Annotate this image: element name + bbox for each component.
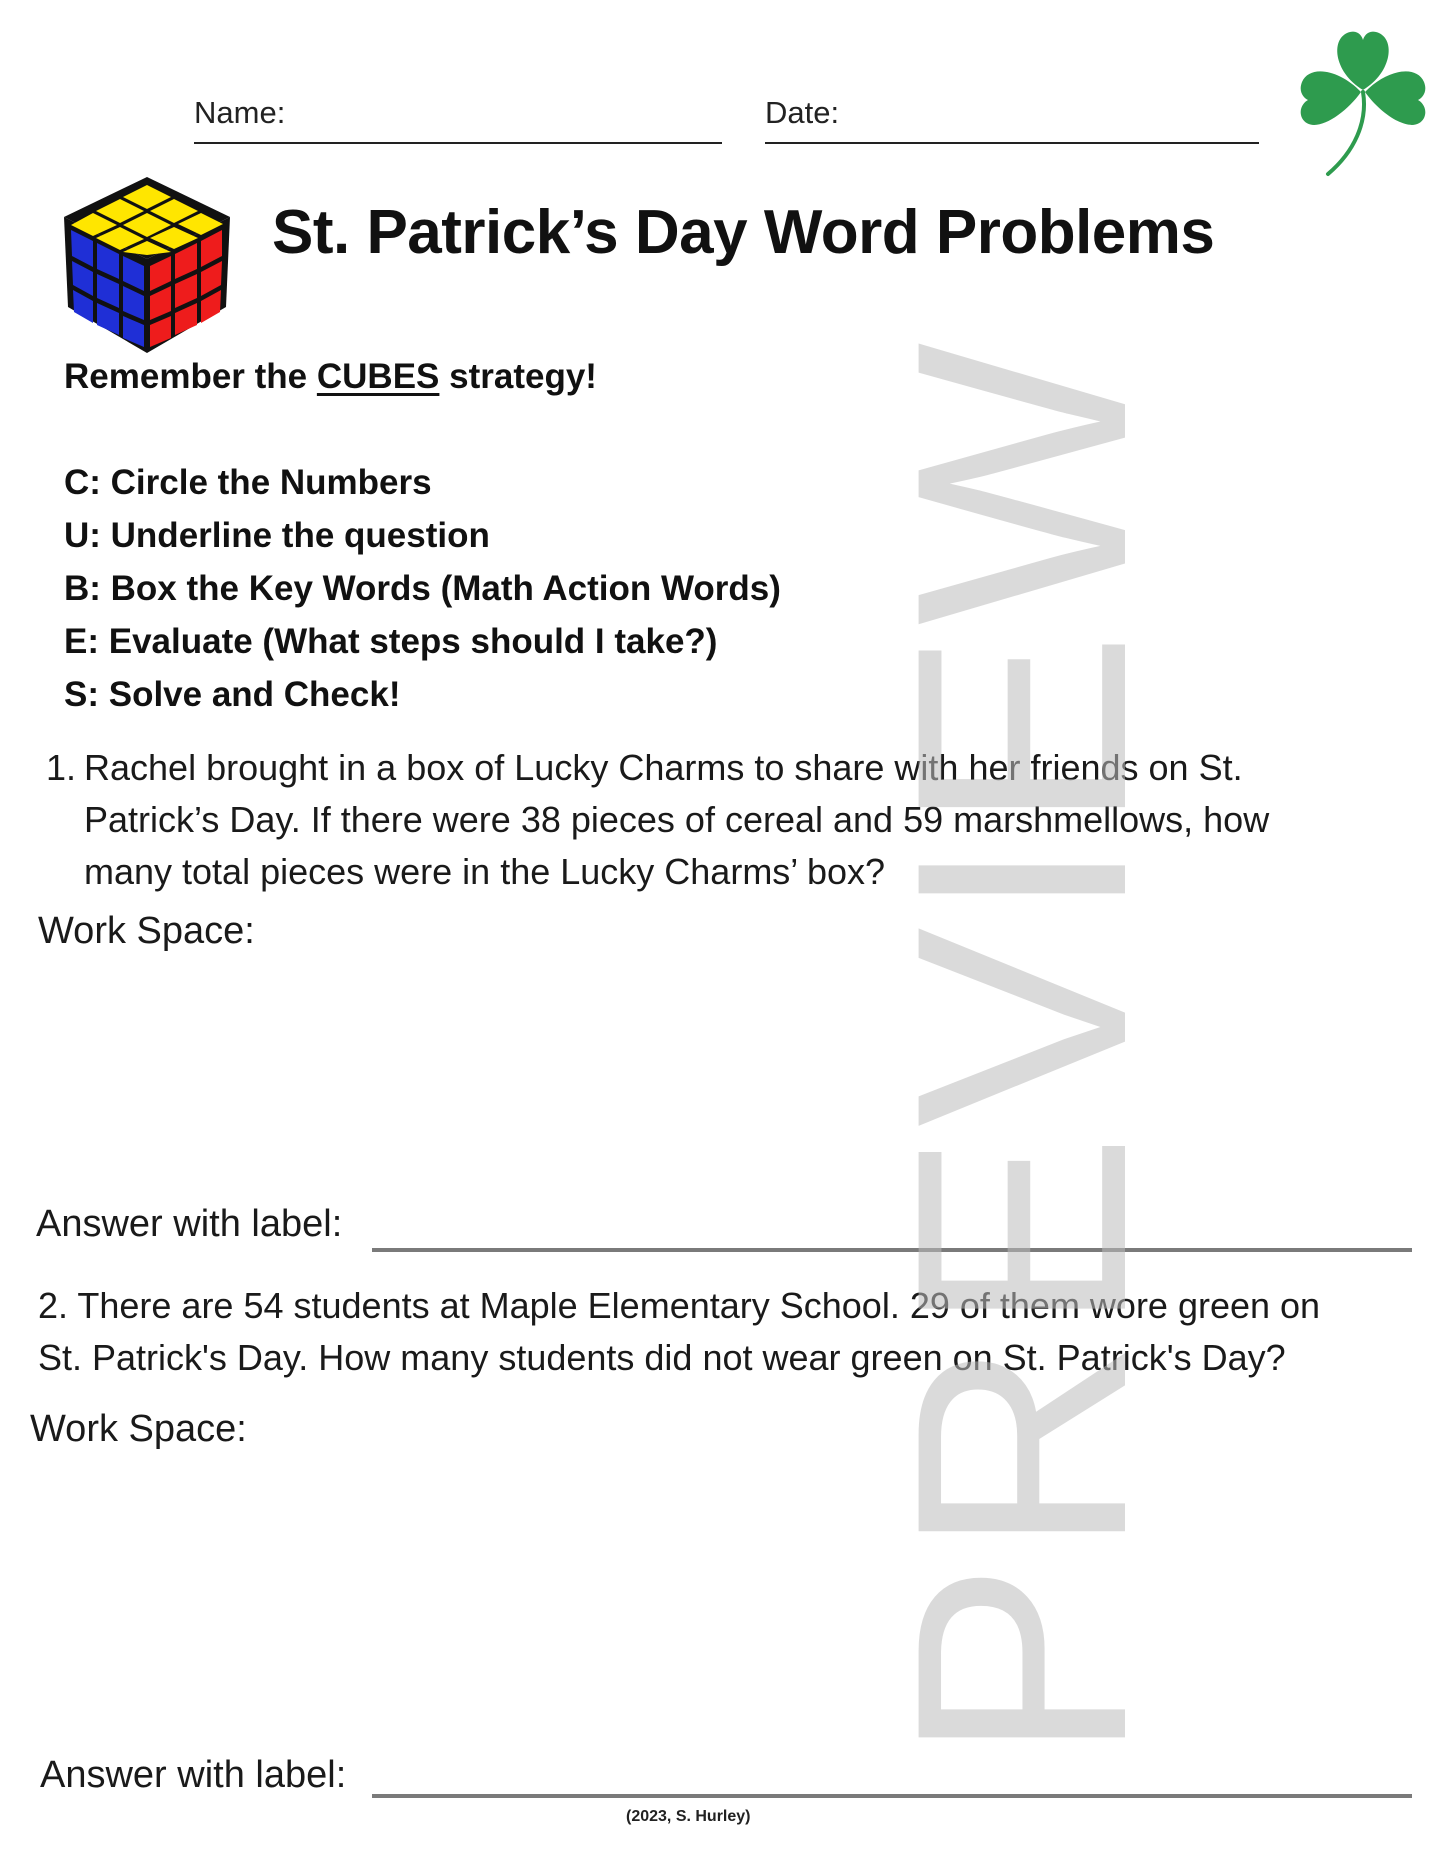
- problem-2-line: 2. There are 54 students at Maple Elementary School. 29 of them wore green on: [38, 1285, 1321, 1326]
- problem-1-answer-label: Answer with label:: [36, 1203, 343, 1245]
- strategy-step-b: B: Box the Key Words (Math Action Words): [64, 569, 781, 608]
- page-title: St. Patrick’s Day Word Problems: [272, 198, 1215, 267]
- date-label: Date:: [765, 95, 840, 130]
- name-label: Name:: [194, 95, 286, 130]
- problem-1-work-space-label: Work Space:: [38, 910, 255, 952]
- problem-2-answer-label: Answer with label:: [40, 1754, 347, 1796]
- problem-1-answer-line[interactable]: [372, 1248, 1412, 1252]
- problem-2-work-space-label: Work Space:: [30, 1408, 247, 1450]
- date-field[interactable]: [765, 142, 1259, 144]
- problem-2-text: [38, 1280, 1320, 1384]
- strategy-intro-before: Remember the: [64, 357, 317, 396]
- strategy-step-e: E: Evaluate (What steps should I take?): [64, 622, 718, 661]
- problem-1-line: Rachel brought in a box of Lucky Charms to share with her friends on St.: [84, 747, 1243, 788]
- strategy-keyword: CUBES: [316, 357, 440, 396]
- strategy-intro-after: strategy!: [439, 357, 597, 396]
- strategy-step-s: S: Solve and Check!: [64, 675, 401, 714]
- strategy-step-c: C: Circle the Numbers: [64, 463, 432, 502]
- rubiks-cube-icon: [62, 175, 232, 355]
- strategy-step-u: U: Underline the question: [64, 516, 490, 555]
- problem-2-answer-line[interactable]: [372, 1794, 1412, 1798]
- shamrock-icon: [1288, 12, 1438, 182]
- name-field[interactable]: [194, 142, 722, 144]
- problem-2-line: St. Patrick's Day. How many students did not wear green on St. Patrick's Day?: [38, 1337, 1286, 1378]
- problem-1-line: Patrick’s Day. If there were 38 pieces of cereal and 59 marshmellows, how: [84, 799, 1270, 840]
- credit-text: (2023, S. Hurley): [626, 1808, 751, 1825]
- strategy-intro: [64, 357, 597, 397]
- preview-watermark: PREVIEW: [853, 336, 1189, 1762]
- problem-1-number: 1.: [46, 747, 77, 788]
- strategy-steps: [64, 456, 781, 721]
- problem-1-text: [84, 742, 1269, 898]
- problem-1-line: many total pieces were in the Lucky Charms’ box?: [84, 851, 886, 892]
